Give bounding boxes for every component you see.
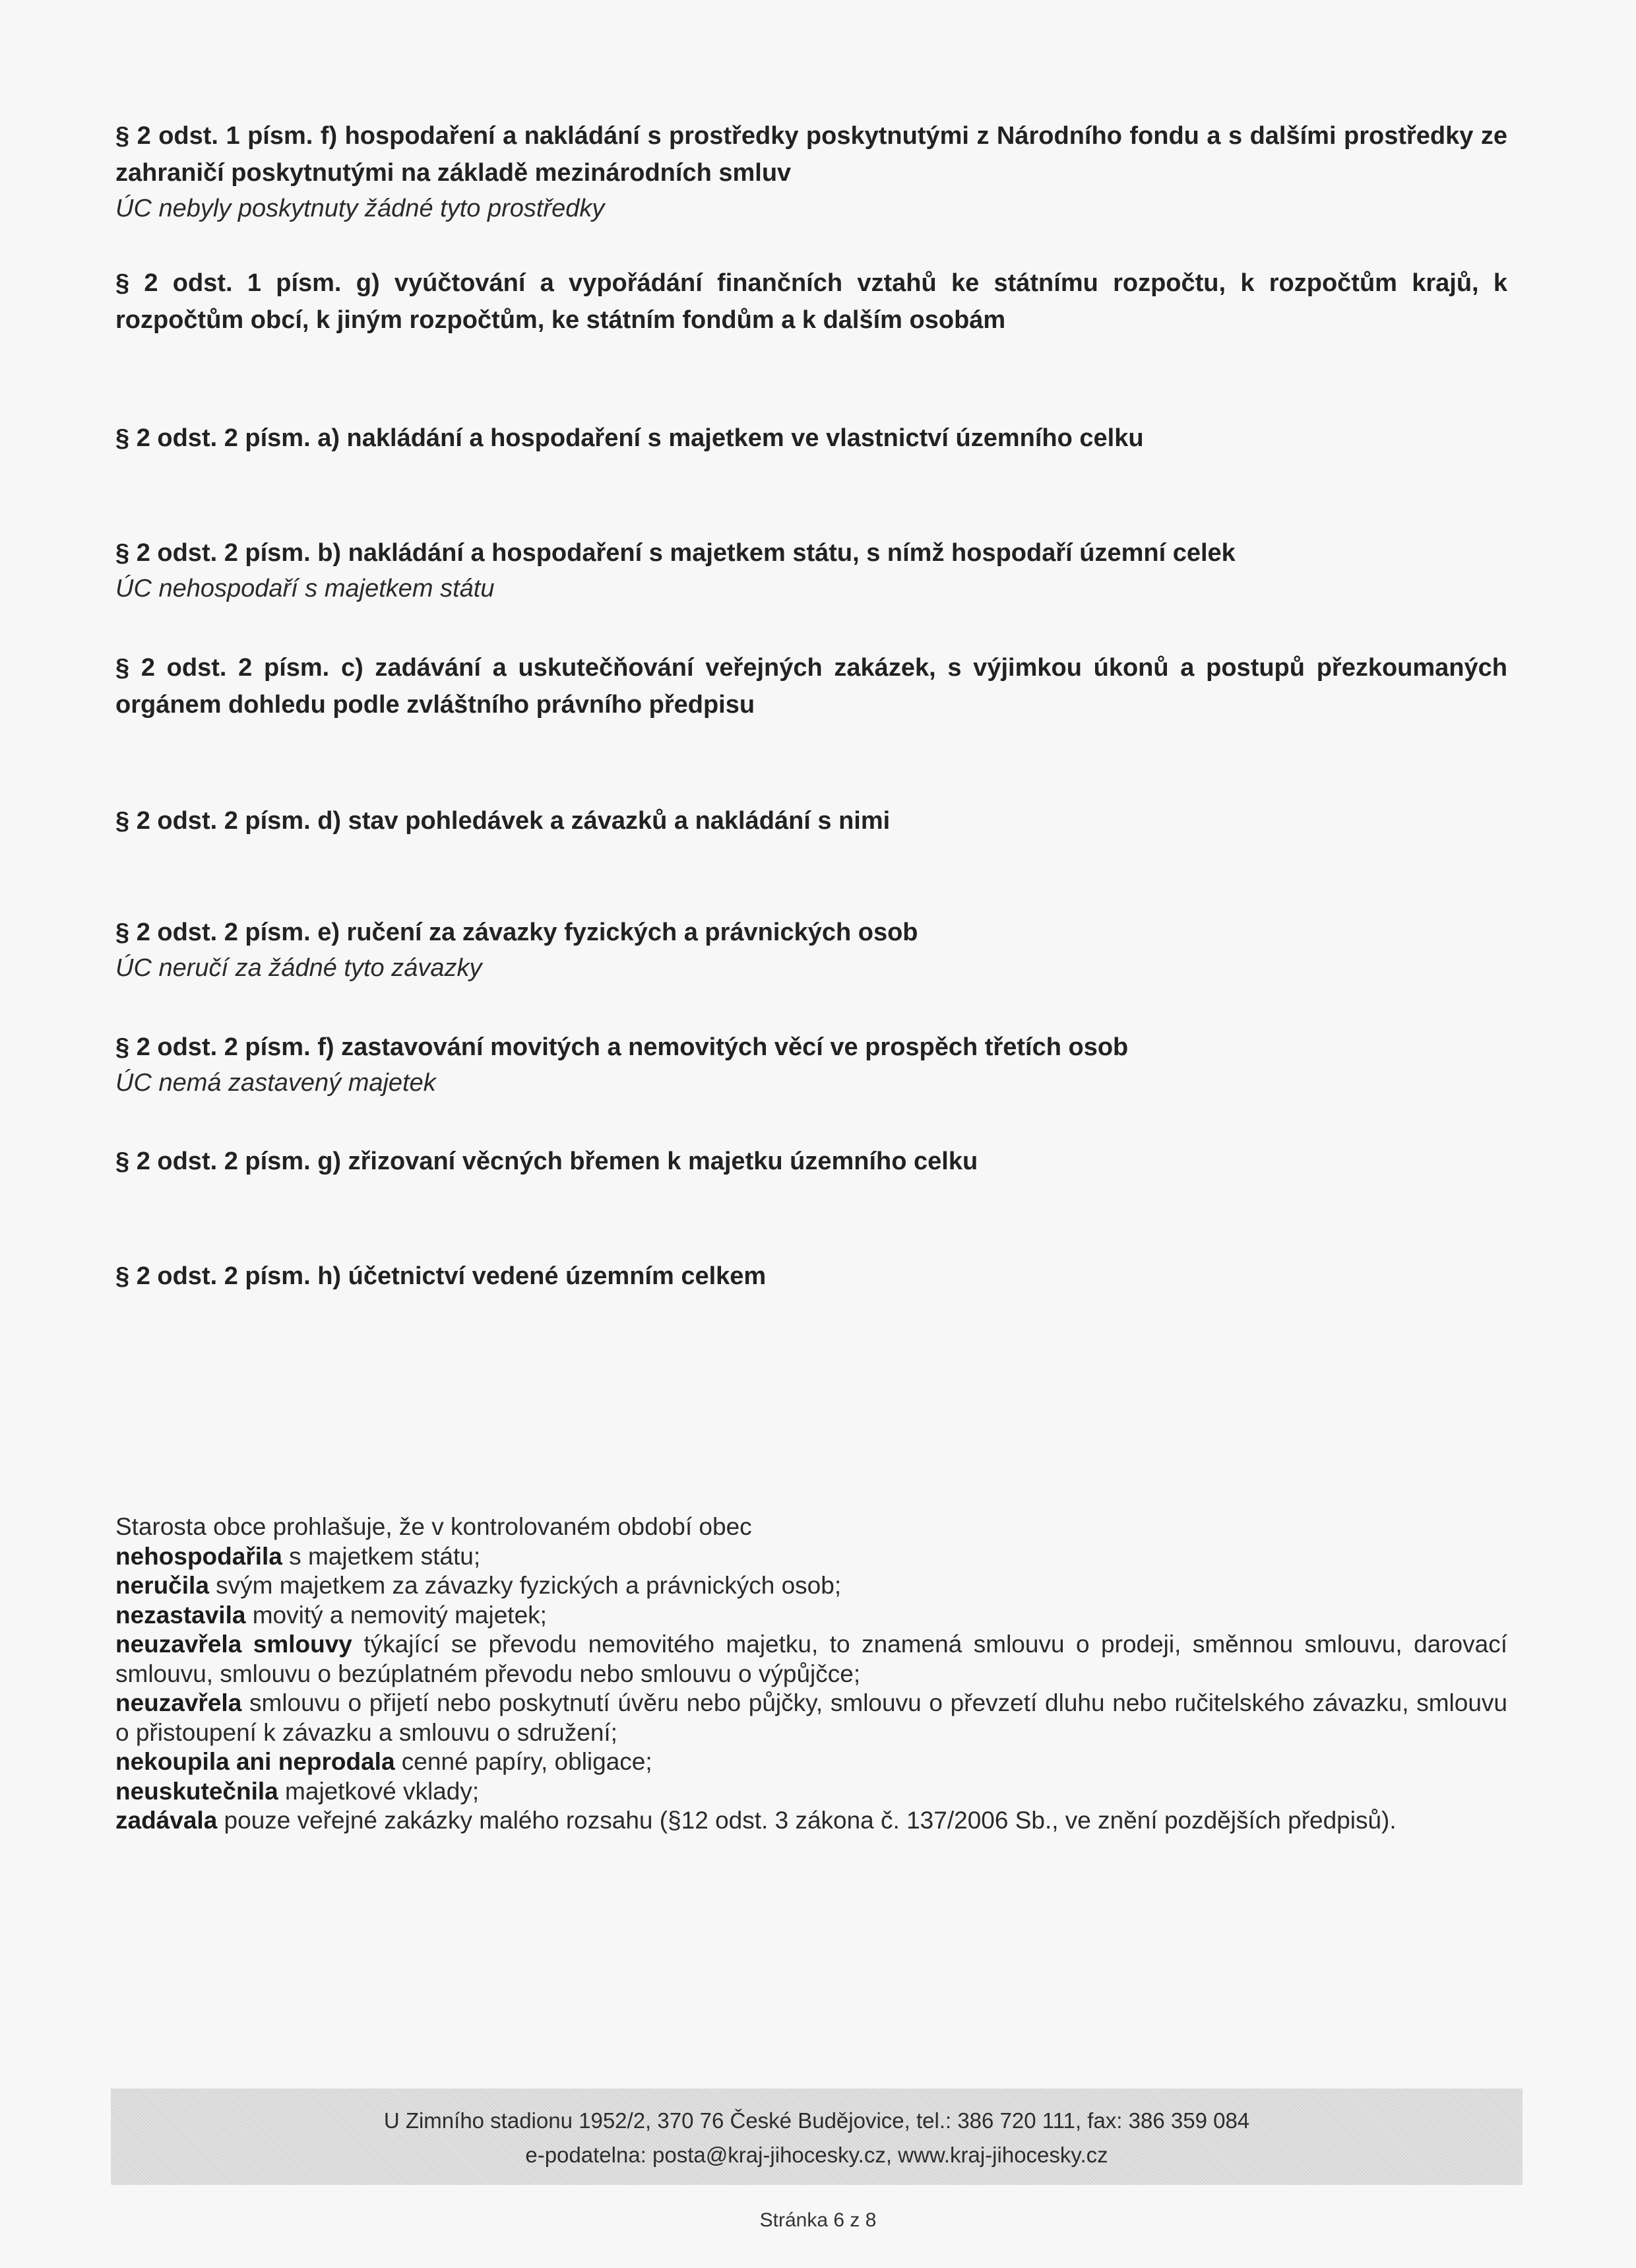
declaration-item-bold: neuskutečnila [115,1777,278,1805]
section-2-2-e [115,914,1507,985]
declaration-item [115,1601,1507,1631]
section-note: ÚC nehospodaří s majetkem státu [115,575,495,602]
declaration-item-text: s majetkem státu; [282,1542,481,1570]
mayor-declaration [115,1512,1507,1836]
section-heading: § 2 odst. 2 písm. h) účetnictví vedené územním celkem [115,1262,767,1290]
declaration-item-bold: neuzavřela smlouvy [115,1631,352,1658]
declaration-item-text: týkající se převodu nemovitého majetku, to znamená smlouvu o prodeji, směnnou smlouvu, darovací smlouvu, smlouvu o bezúplatném převodu nebo smlouvu o výpůjčce; [115,1631,1507,1687]
declaration-item-bold: neuzavřela [115,1689,242,1716]
footer-contact-band [111,2089,1523,2185]
section-heading: § 2 odst. 2 písm. c) zadávání a uskutečňování veřejných zakázek, s výjimkou úkonů a postupů přezkoumaných orgánem dohledu podle zvláštního právního předpisu [115,654,1507,719]
section-2-2-a [115,420,1507,457]
section-note: ÚC neručí za žádné tyto závazky [115,954,482,982]
section-2-2-c [115,649,1507,723]
section-heading: § 2 odst. 2 písm. b) nakládání a hospodaření s majetkem státu, s nímž hospodaří územní celek [115,539,1236,567]
declaration-item [115,1777,1507,1807]
declaration-item-text: pouze veřejné zakázky malého rozsahu (§12 odst. 3 zákona č. 137/2006 Sb., ve znění pozdějších předpisů). [217,1807,1397,1834]
declaration-item-bold: nekoupila ani neprodala [115,1748,395,1775]
section-2-2-g [115,1143,1507,1180]
declaration-item-text: movitý a nemovitý majetek; [245,1601,547,1629]
section-heading: § 2 odst. 1 písm. f) hospodaření a nakládání s prostředky poskytnutými z Národního fondu a s dalšími prostředky ze zahraničí poskytnutými na základě mezinárodních smluv [115,122,1507,187]
section-2-2-h [115,1258,1507,1295]
declaration-item-text: majetkové vklady; [278,1777,480,1805]
section-2-2-d [115,802,1507,839]
declaration-item-bold: neručila [115,1572,209,1599]
declaration-intro: Starosta obce prohlašuje, že v kontrolovaném období obec [115,1513,752,1540]
declaration-item [115,1689,1507,1747]
footer-contact: e-podatelna: posta@kraj-jihocesky.cz, www.kraj-jihocesky.cz [525,2143,1108,2167]
section-heading: § 2 odst. 2 písm. f) zastavování movitých a nemovitých věcí ve prospěch třetích osob [115,1033,1129,1061]
declaration-item [115,1806,1507,1836]
section-heading: § 2 odst. 1 písm. g) vyúčtování a vypořádání finančních vztahů ke státnímu rozpočtu, k rozpočtům krajů, k rozpočtům obcí, k jiným rozpočtům, ke státním fondům a k dalším osobám [115,269,1507,334]
section-2-1-f [115,117,1507,226]
declaration-item-bold: zadávala [115,1807,218,1834]
section-2-1-g [115,265,1507,339]
declaration-item-text: smlouvu o přijetí nebo poskytnutí úvěru nebo půjčky, smlouvu o převzetí dluhu nebo ručitelského závazku, smlouvu o přistoupení k závazku a smlouvu o sdružení; [115,1689,1507,1746]
section-note: ÚC nemá zastavený majetek [115,1069,436,1097]
declaration-item [115,1571,1507,1601]
section-2-2-b [115,535,1507,606]
declaration-item-text: svým majetkem za závazky fyzických a právnických osob; [208,1572,842,1599]
section-2-2-f [115,1029,1507,1100]
declaration-item [115,1630,1507,1689]
declaration-item-bold: nehospodařila [115,1542,282,1570]
declaration-item-text: cenné papíry, obligace; [394,1748,652,1775]
page-number: Stránka 6 z 8 [759,2209,877,2231]
declaration-item [115,1747,1507,1777]
section-heading: § 2 odst. 2 písm. d) stav pohledávek a závazků a nakládání s nimi [115,807,891,835]
section-heading: § 2 odst. 2 písm. a) nakládání a hospodaření s majetkem ve vlastnictví územního celku [115,424,1144,452]
section-heading: § 2 odst. 2 písm. g) zřizovaní věcných břemen k majetku územního celku [115,1148,978,1175]
declaration-item [115,1542,1507,1572]
footer-address: U Zimního stadionu 1952/2, 370 76 České Budějovice, tel.: 386 720 111, fax: 386 359 084 [383,2108,1250,2133]
declaration-item-bold: nezastavila [115,1601,246,1629]
section-heading: § 2 odst. 2 písm. e) ručení za závazky fyzických a právnických osob [115,919,918,946]
section-note: ÚC nebyly poskytnuty žádné tyto prostředky [115,195,605,222]
